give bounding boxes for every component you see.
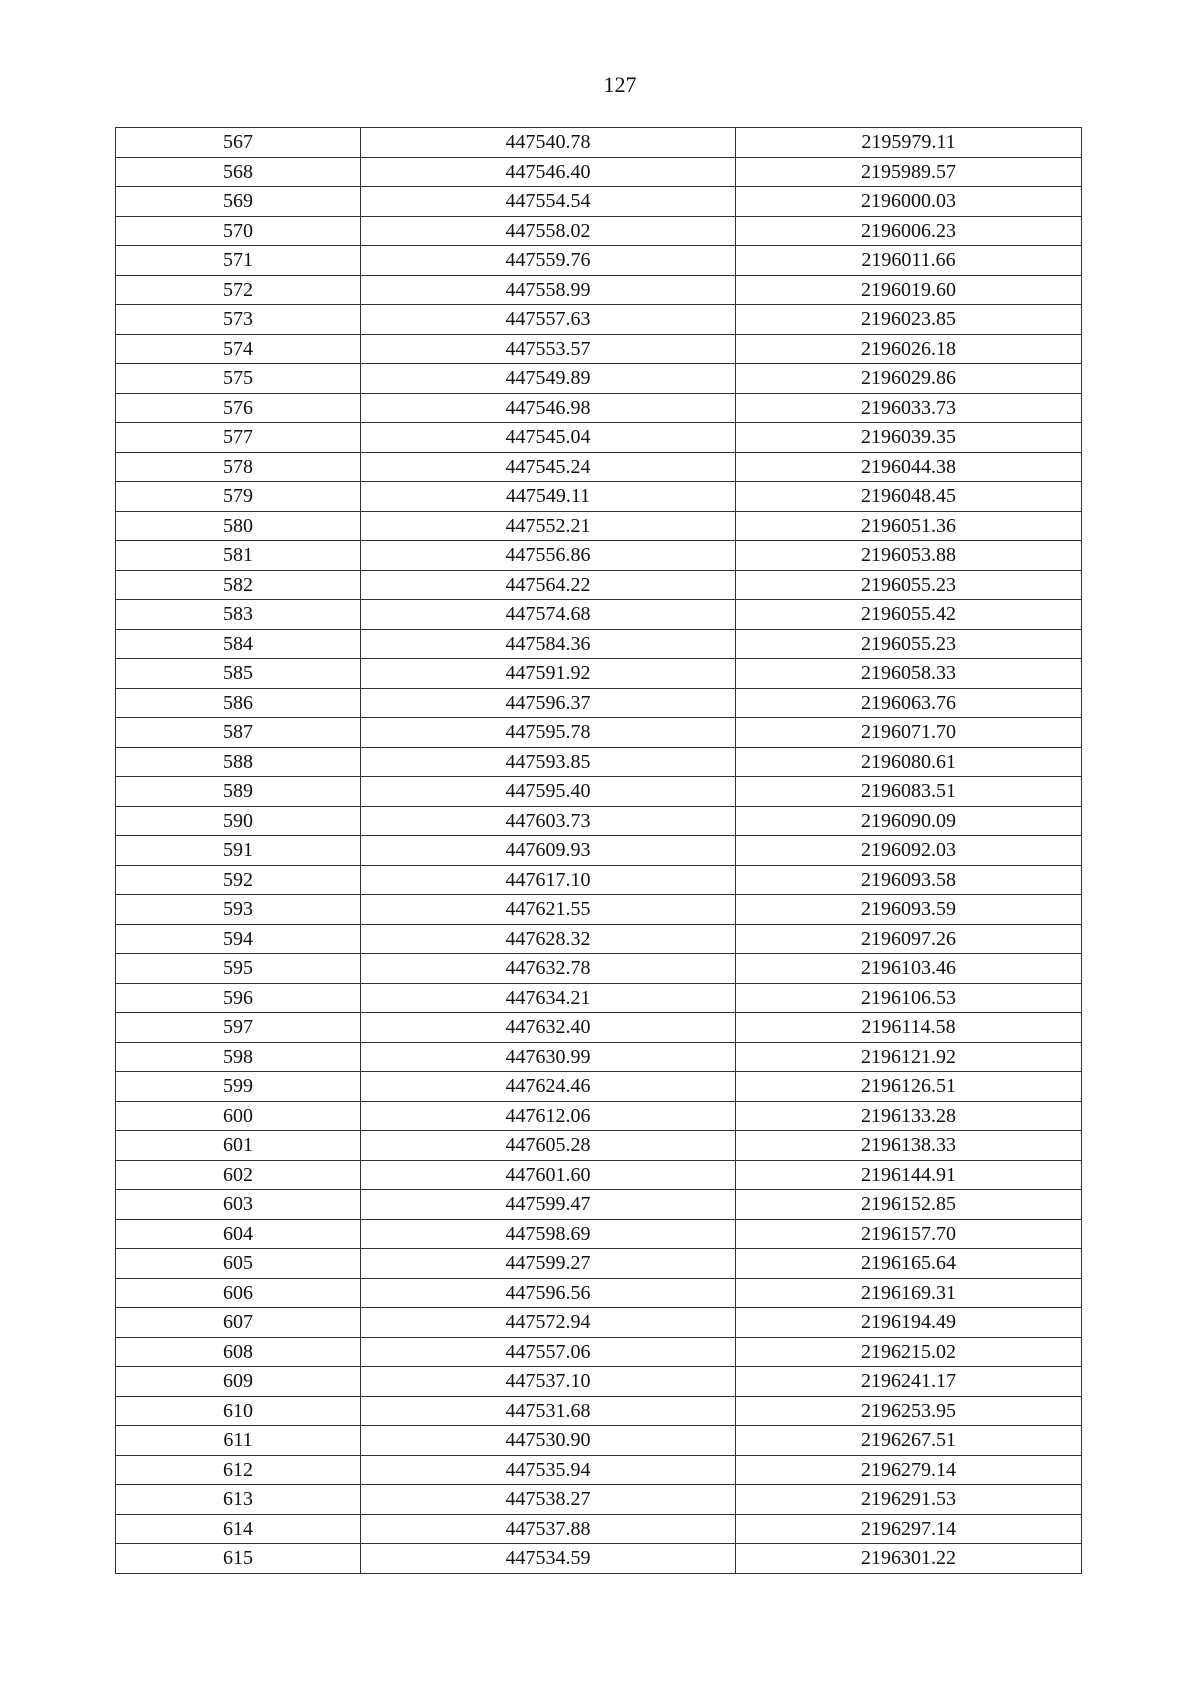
point-number-cell: 582 [116, 570, 361, 600]
x-coordinate-cell: 447624.46 [361, 1072, 736, 1102]
table-row [116, 1367, 1082, 1397]
point-number-cell: 567 [116, 128, 361, 158]
x-coordinate-cell: 447556.86 [361, 541, 736, 571]
point-number-cell: 597 [116, 1013, 361, 1043]
x-coordinate-cell: 447540.78 [361, 128, 736, 158]
x-coordinate-cell: 447605.28 [361, 1131, 736, 1161]
table-row [116, 275, 1082, 305]
y-coordinate-cell: 2196215.02 [736, 1337, 1082, 1367]
y-coordinate-cell: 2196053.88 [736, 541, 1082, 571]
y-coordinate-cell: 2196157.70 [736, 1219, 1082, 1249]
point-number-cell: 568 [116, 157, 361, 187]
y-coordinate-cell: 2196055.23 [736, 629, 1082, 659]
y-coordinate-cell: 2196169.31 [736, 1278, 1082, 1308]
y-coordinate-cell: 2196051.36 [736, 511, 1082, 541]
point-number-cell: 583 [116, 600, 361, 630]
point-number-cell: 578 [116, 452, 361, 482]
point-number-cell: 612 [116, 1455, 361, 1485]
point-number-cell: 595 [116, 954, 361, 984]
point-number-cell: 575 [116, 364, 361, 394]
y-coordinate-cell: 2196291.53 [736, 1485, 1082, 1515]
point-number-cell: 590 [116, 806, 361, 836]
table-row [116, 600, 1082, 630]
y-coordinate-cell: 2196144.91 [736, 1160, 1082, 1190]
table-row [116, 718, 1082, 748]
x-coordinate-cell: 447632.78 [361, 954, 736, 984]
y-coordinate-cell: 2196080.61 [736, 747, 1082, 777]
point-number-cell: 615 [116, 1544, 361, 1574]
y-coordinate-cell: 2196133.28 [736, 1101, 1082, 1131]
point-number-cell: 580 [116, 511, 361, 541]
y-coordinate-cell: 2196063.76 [736, 688, 1082, 718]
table-row [116, 688, 1082, 718]
x-coordinate-cell: 447553.57 [361, 334, 736, 364]
y-coordinate-cell: 2196126.51 [736, 1072, 1082, 1102]
point-number-cell: 576 [116, 393, 361, 423]
point-number-cell: 573 [116, 305, 361, 335]
x-coordinate-cell: 447557.63 [361, 305, 736, 335]
coordinates-table-body [116, 128, 1082, 1574]
table-row [116, 1013, 1082, 1043]
table-row [116, 1426, 1082, 1456]
table-row [116, 777, 1082, 807]
point-number-cell: 596 [116, 983, 361, 1013]
y-coordinate-cell: 2196106.53 [736, 983, 1082, 1013]
point-number-cell: 579 [116, 482, 361, 512]
x-coordinate-cell: 447545.24 [361, 452, 736, 482]
point-number-cell: 611 [116, 1426, 361, 1456]
table-row [116, 629, 1082, 659]
point-number-cell: 603 [116, 1190, 361, 1220]
table-row [116, 1190, 1082, 1220]
x-coordinate-cell: 447632.40 [361, 1013, 736, 1043]
x-coordinate-cell: 447601.60 [361, 1160, 736, 1190]
y-coordinate-cell: 2195989.57 [736, 157, 1082, 187]
y-coordinate-cell: 2196029.86 [736, 364, 1082, 394]
x-coordinate-cell: 447559.76 [361, 246, 736, 276]
table-row [116, 305, 1082, 335]
point-number-cell: 584 [116, 629, 361, 659]
x-coordinate-cell: 447595.40 [361, 777, 736, 807]
y-coordinate-cell: 2196241.17 [736, 1367, 1082, 1397]
table-row [116, 836, 1082, 866]
y-coordinate-cell: 2196103.46 [736, 954, 1082, 984]
x-coordinate-cell: 447595.78 [361, 718, 736, 748]
point-number-cell: 601 [116, 1131, 361, 1161]
point-number-cell: 569 [116, 187, 361, 217]
table-row [116, 1514, 1082, 1544]
table-row [116, 1396, 1082, 1426]
y-coordinate-cell: 2196055.42 [736, 600, 1082, 630]
point-number-cell: 605 [116, 1249, 361, 1279]
point-number-cell: 586 [116, 688, 361, 718]
y-coordinate-cell: 2196097.26 [736, 924, 1082, 954]
table-row [116, 423, 1082, 453]
y-coordinate-cell: 2195979.11 [736, 128, 1082, 158]
table-row [116, 511, 1082, 541]
y-coordinate-cell: 2196093.59 [736, 895, 1082, 925]
x-coordinate-cell: 447558.02 [361, 216, 736, 246]
y-coordinate-cell: 2196253.95 [736, 1396, 1082, 1426]
x-coordinate-cell: 447546.40 [361, 157, 736, 187]
y-coordinate-cell: 2196194.49 [736, 1308, 1082, 1338]
y-coordinate-cell: 2196023.85 [736, 305, 1082, 335]
x-coordinate-cell: 447596.56 [361, 1278, 736, 1308]
x-coordinate-cell: 447572.94 [361, 1308, 736, 1338]
table-row [116, 1072, 1082, 1102]
table-row [116, 246, 1082, 276]
table-row [116, 216, 1082, 246]
table-row [116, 452, 1082, 482]
x-coordinate-cell: 447603.73 [361, 806, 736, 836]
x-coordinate-cell: 447598.69 [361, 1219, 736, 1249]
coordinates-table [115, 127, 1082, 1574]
table-row [116, 157, 1082, 187]
table-row [116, 1308, 1082, 1338]
point-number-cell: 609 [116, 1367, 361, 1397]
point-number-cell: 593 [116, 895, 361, 925]
y-coordinate-cell: 2196071.70 [736, 718, 1082, 748]
x-coordinate-cell: 447530.90 [361, 1426, 736, 1456]
x-coordinate-cell: 447545.04 [361, 423, 736, 453]
point-number-cell: 606 [116, 1278, 361, 1308]
x-coordinate-cell: 447599.27 [361, 1249, 736, 1279]
point-number-cell: 577 [116, 423, 361, 453]
point-number-cell: 591 [116, 836, 361, 866]
x-coordinate-cell: 447596.37 [361, 688, 736, 718]
point-number-cell: 589 [116, 777, 361, 807]
table-row [116, 1455, 1082, 1485]
table-row [116, 1131, 1082, 1161]
y-coordinate-cell: 2196165.64 [736, 1249, 1082, 1279]
table-row [116, 1337, 1082, 1367]
y-coordinate-cell: 2196121.92 [736, 1042, 1082, 1072]
y-coordinate-cell: 2196033.73 [736, 393, 1082, 423]
y-coordinate-cell: 2196092.03 [736, 836, 1082, 866]
x-coordinate-cell: 447546.98 [361, 393, 736, 423]
point-number-cell: 604 [116, 1219, 361, 1249]
point-number-cell: 587 [116, 718, 361, 748]
point-number-cell: 571 [116, 246, 361, 276]
y-coordinate-cell: 2196297.14 [736, 1514, 1082, 1544]
y-coordinate-cell: 2196048.45 [736, 482, 1082, 512]
x-coordinate-cell: 447609.93 [361, 836, 736, 866]
table-row [116, 128, 1082, 158]
x-coordinate-cell: 447584.36 [361, 629, 736, 659]
x-coordinate-cell: 447612.06 [361, 1101, 736, 1131]
table-row [116, 334, 1082, 364]
table-row [116, 1160, 1082, 1190]
table-row [116, 924, 1082, 954]
point-number-cell: 585 [116, 659, 361, 689]
x-coordinate-cell: 447634.21 [361, 983, 736, 1013]
table-row [116, 1544, 1082, 1574]
x-coordinate-cell: 447593.85 [361, 747, 736, 777]
x-coordinate-cell: 447537.88 [361, 1514, 736, 1544]
y-coordinate-cell: 2196006.23 [736, 216, 1082, 246]
y-coordinate-cell: 2196039.35 [736, 423, 1082, 453]
table-row [116, 1278, 1082, 1308]
table-row [116, 1219, 1082, 1249]
table-row [116, 806, 1082, 836]
y-coordinate-cell: 2196152.85 [736, 1190, 1082, 1220]
table-row [116, 659, 1082, 689]
y-coordinate-cell: 2196114.58 [736, 1013, 1082, 1043]
x-coordinate-cell: 447621.55 [361, 895, 736, 925]
y-coordinate-cell: 2196026.18 [736, 334, 1082, 364]
y-coordinate-cell: 2196019.60 [736, 275, 1082, 305]
x-coordinate-cell: 447558.99 [361, 275, 736, 305]
y-coordinate-cell: 2196011.66 [736, 246, 1082, 276]
point-number-cell: 610 [116, 1396, 361, 1426]
point-number-cell: 588 [116, 747, 361, 777]
point-number-cell: 572 [116, 275, 361, 305]
point-number-cell: 608 [116, 1337, 361, 1367]
x-coordinate-cell: 447599.47 [361, 1190, 736, 1220]
x-coordinate-cell: 447557.06 [361, 1337, 736, 1367]
x-coordinate-cell: 447549.11 [361, 482, 736, 512]
y-coordinate-cell: 2196090.09 [736, 806, 1082, 836]
x-coordinate-cell: 447535.94 [361, 1455, 736, 1485]
table-row [116, 983, 1082, 1013]
y-coordinate-cell: 2196055.23 [736, 570, 1082, 600]
x-coordinate-cell: 447628.32 [361, 924, 736, 954]
table-row [116, 570, 1082, 600]
point-number-cell: 570 [116, 216, 361, 246]
table-row [116, 482, 1082, 512]
y-coordinate-cell: 2196138.33 [736, 1131, 1082, 1161]
y-coordinate-cell: 2196044.38 [736, 452, 1082, 482]
point-number-cell: 602 [116, 1160, 361, 1190]
x-coordinate-cell: 447554.54 [361, 187, 736, 217]
table-row [116, 187, 1082, 217]
point-number-cell: 592 [116, 865, 361, 895]
point-number-cell: 613 [116, 1485, 361, 1515]
y-coordinate-cell: 2196093.58 [736, 865, 1082, 895]
point-number-cell: 594 [116, 924, 361, 954]
x-coordinate-cell: 447538.27 [361, 1485, 736, 1515]
x-coordinate-cell: 447549.89 [361, 364, 736, 394]
table-row [116, 895, 1082, 925]
x-coordinate-cell: 447574.68 [361, 600, 736, 630]
table-row [116, 393, 1082, 423]
x-coordinate-cell: 447537.10 [361, 1367, 736, 1397]
point-number-cell: 600 [116, 1101, 361, 1131]
y-coordinate-cell: 2196000.03 [736, 187, 1082, 217]
x-coordinate-cell: 447591.92 [361, 659, 736, 689]
point-number-cell: 607 [116, 1308, 361, 1338]
x-coordinate-cell: 447531.68 [361, 1396, 736, 1426]
x-coordinate-cell: 447552.21 [361, 511, 736, 541]
point-number-cell: 598 [116, 1042, 361, 1072]
table-row [116, 1249, 1082, 1279]
point-number-cell: 614 [116, 1514, 361, 1544]
x-coordinate-cell: 447534.59 [361, 1544, 736, 1574]
table-row [116, 747, 1082, 777]
table-row [116, 1485, 1082, 1515]
page-number: 127 [603, 72, 637, 97]
table-row [116, 1042, 1082, 1072]
table-row [116, 954, 1082, 984]
table-row [116, 541, 1082, 571]
x-coordinate-cell: 447564.22 [361, 570, 736, 600]
x-coordinate-cell: 447617.10 [361, 865, 736, 895]
y-coordinate-cell: 2196279.14 [736, 1455, 1082, 1485]
x-coordinate-cell: 447630.99 [361, 1042, 736, 1072]
y-coordinate-cell: 2196058.33 [736, 659, 1082, 689]
y-coordinate-cell: 2196301.22 [736, 1544, 1082, 1574]
y-coordinate-cell: 2196083.51 [736, 777, 1082, 807]
table-row [116, 1101, 1082, 1131]
point-number-cell: 599 [116, 1072, 361, 1102]
point-number-cell: 574 [116, 334, 361, 364]
table-row [116, 364, 1082, 394]
table-row [116, 865, 1082, 895]
point-number-cell: 581 [116, 541, 361, 571]
y-coordinate-cell: 2196267.51 [736, 1426, 1082, 1456]
